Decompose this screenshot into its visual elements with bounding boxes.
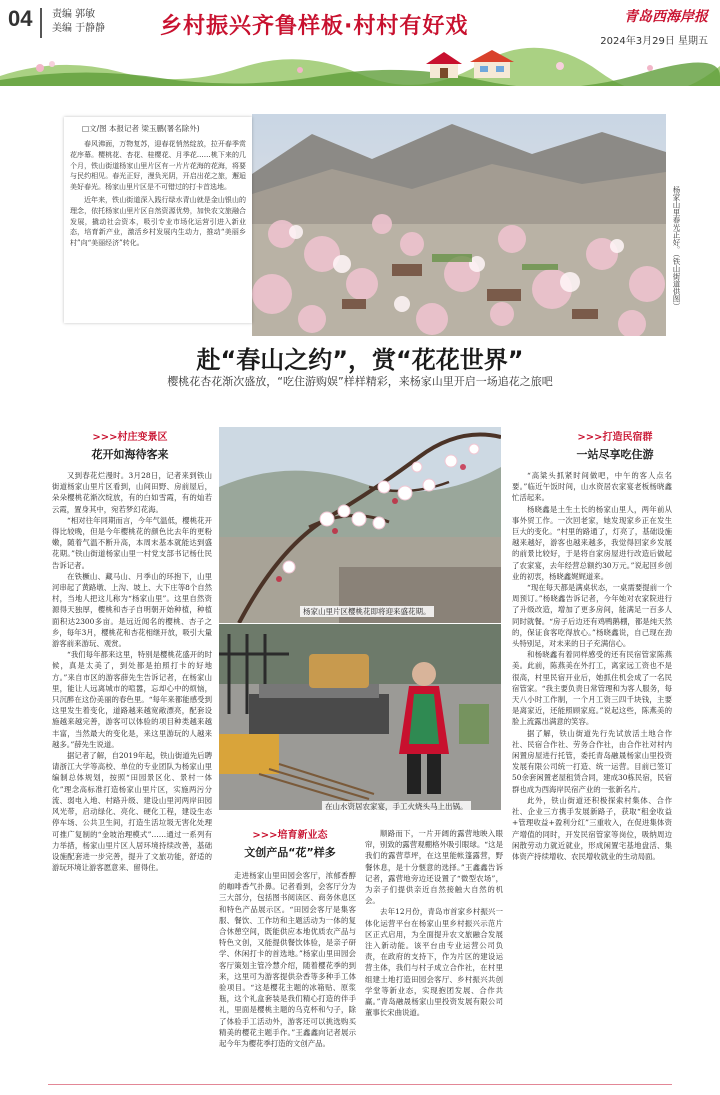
middle-column-text-b <box>365 828 503 1078</box>
cooking-photo-caption: 在山水资居农家宴，手工火烧头马上出锅。 <box>322 801 471 812</box>
article-paragraph: 又到春花烂漫时。3月28日，记者来到铁山街道杨家山里片区看到，山间田野、房前屋后，朵朵樱桃花渐次绽放，有的白如雪霞，有的灿若云霞，置身其中，宛若梦幻花海。 <box>52 471 212 514</box>
article-paragraph: 此外，铁山街道还积极探索村集体、合作社、企业三方携手发展新路子，获取“租金收益+管理收益+盈利分红”三重收入，在促进集体资产增值的同时，开发民宿管家等岗位，吸纳周边闲散劳动力就近就业，形成闲置宅基地盘活、集体资产持续增收、农民增收就业的生动局面。 <box>512 795 672 861</box>
middle-section-title: 文创产品“花”样多 <box>244 846 336 859</box>
paper-date: 2024年3月29日 星期五 <box>600 36 708 47</box>
article-paragraph: 去年12月份，青岛市首家乡村振兴一体化运营平台在杨家山里乡村振兴示范片区正式启用，为全面提升农文旅融合发展注入新动能。该平台由专业运营公司负责，在政府的支持下，作为片区的建设运营主体，我们与村子成立合作社，在村里组建土地打造田园会客厅、乡村振兴共创学堂等新业态，实现抱团发展、合作共赢。”青岛融晟杨家山里投资发展有限公司董事长宋曲说道。 <box>365 907 503 1018</box>
left-section-kicker: >>>村庄变景区 <box>92 432 168 443</box>
page-number: 04 <box>8 6 33 31</box>
article-paragraph: 据记者了解，自2019年起，铁山街道先后聘请浙江大学等高校、单位的专业团队为杨家山里编制总体规划，按照“田园景区化、景村一体化”理念高标准打造杨家山里片区，实施两污分流、弱电入地、村路升级、建设山里河两岸田园风光带，启动绿化、亮化、硬化工程，建设生态停车场、公共卫生间，打造生活垃圾无害化处理可推广复制的“金坡治理模式”……通过一系列有力举措，杨家山里片区人居环境持续改善，基础设施配套进一步完善，提升了文旅功能，舒适的游玩环境让游客愿意来、留得住。 <box>52 751 212 873</box>
article-paragraph: 和杨晓鑫有着同样感受的还有民宿管家陈燕美。此前，陈燕美在外打工，离家远工资也不是很高，村里民宿开业后，她抓住机会成了一名民宿管家。“我主要负责日常管理和为客人服务，每天八小时工作制，一个月工资三四千块钱，主要是离家近，还能照顾家庭。”说起这些，陈燕美的脸上流露出满意的笑容。 <box>512 650 672 727</box>
middle-section-heading <box>230 826 350 860</box>
intro-box <box>64 117 252 323</box>
right-section-title: 一站尽享吃住游 <box>576 448 654 461</box>
cooking-photo <box>219 624 501 810</box>
middle-column-text-a <box>219 870 356 1078</box>
hero-photo-caption: 杨家山里春光正好。（铁山街道供图） <box>672 186 681 310</box>
designer-line: 美编 于静静 <box>52 23 106 34</box>
article-paragraph: “相对往年同期而言，今年气温低，樱桃花开得比较晚，但是今年樱桃花的颜色比去年的更粉嫩，随着气温不断升高，本周末基本就能达到盛花期。”铁山街道杨家山里一村党支部书记杨仕民告诉记者。 <box>52 515 212 570</box>
houses-icon <box>422 50 522 80</box>
hero-photo-mountain-village <box>252 114 666 336</box>
cherry-photo-caption: 杨家山里片区樱桃花即将迎来盛花期。 <box>300 606 434 617</box>
editor-line: 责编 郭敏 <box>52 9 96 20</box>
paper-name: 青岛西海岸报 <box>624 9 708 25</box>
page-number-divider <box>40 8 42 38</box>
right-section-heading <box>540 428 690 462</box>
byline: □文/图 本报记者 梁玉鹏(署名除外) <box>82 124 200 133</box>
left-section-title: 花开如海待客来 <box>91 448 169 461</box>
editor-credits <box>52 8 105 36</box>
article-paragraph: 走进杨家山里田园会客厅，浓郁香醇的咖啡香气扑鼻。记者看到，会客厅分为三大部分，包括图书阅读区、商务休息区和特色产品展示区。“田园会客厅是集客服、餐饮、工作坊和主题活动为一体的复合休憩空间，既能供应本地优质农产品与特色文创，又能提供餐饮体验，是亲子研学、休闲打卡的首选地。”杨家山里田园会客厅策划主管冷慧介绍，随着樱花季的到来，这里可为游客提供杂香等多种手工体验项目。“这是樱花主题的冰箱贴、原浆瓶，这个礼盒套装是我们精心打造的伴手礼，里面是樱桃主题的乌克杯和勺子，除了体验手工活动外，游客还可以挑选购买精美的樱花主题手作。”王鑫鑫向记者展示起今年为樱花季打造的文创产品。 <box>219 871 356 1049</box>
right-column-text <box>512 470 672 1076</box>
intro-paragraph: 春风沸面，万物复苏，迎春花悄然绽放，拉开春季赏花序幕。樱桃花、杏花、桂樱花、月季花……桃下来的几个月，铁山街道杨家山里片区有一片片花海的花海，将要与民约相见。春光正好，漫负光阴，开启出花之旅，邂逅美好春光。杨家山里片区是不可错过的打卡首选地。 <box>70 140 246 192</box>
main-headline: 赴“春山之约”，赏“花花世界” <box>196 346 524 374</box>
section-title: 乡村振兴齐鲁样板·村村有好戏 <box>160 14 469 39</box>
article-paragraph: “高粱头抓紧时间做吧，中午的客人点名要。”临近午饭时间，山水资居农家宴老板杨晓鑫忙活起来。 <box>512 471 672 503</box>
article-paragraph: 顺路而下，一片开阔的露营地映入眼帘，别致的露营观棚格外吸引眼球。“这是我们的露营草坪，在这里能帐篷露营，野餐休息，是十分惬意的选择。”王鑫鑫告诉记者，露营地旁边还设置了“微型农场”，为亲子们提供亲近自然接触大自然的机会。 <box>365 829 503 906</box>
cherry-blossom-photo <box>219 427 501 623</box>
article-paragraph: 杨晓鑫是土生土长的杨家山里人，两年前从事外贸工作。一次回老家，她发现家乡正在发生巨大的变化。“村里的路通了，灯亮了，基础设施越来越好，游客也越来越多，我觉得回家乡发展的前景比较好，于是将自家房屋进行改造后做起了农家宴，去年经营总额约30万元。”说起回乡创业的初衷，杨晓鑫娓娓道来。 <box>512 504 672 581</box>
article-paragraph: “我们每年都来这里，特别是樱桃花盛开的时候，真是太美了，到处都是拍照打卡的好地方。”来自市区的游客薛先生告诉记者，在杨家山里，能让人远离城市的喧嚣，忘却心中的烦恼，只沉醉在这份美丽的春色里。“每年来都能感受到这里发生着变化，道路越来越宽敞漂亮，配套设施越来越完善，游客可以体验的项目种类越来越丰富，当然最大的变化是，来这里游玩的人越来越多。”薛先生说道。 <box>52 650 212 749</box>
left-section-heading <box>50 428 210 462</box>
middle-section-kicker: >>>培育新业态 <box>252 830 328 841</box>
intro-paragraph: 近年来，铁山街道深入践行绿水青山就是金山银山的理念，依托杨家山里片区自然资源优势，加快农文旅融合发展，撬动社会资本，吸引专业市场化运营引进入新业态，培育新产业，激活乡村发展内生动力，推动“美丽乡村”向“美丽经济”转化。 <box>70 195 246 248</box>
right-section-kicker: >>>打造民宿群 <box>577 432 653 443</box>
header-hills-decoration <box>0 46 720 86</box>
article-paragraph: 在铁橛山、藏马山、月季山的环抱下，山里河串起了黄路墩、上沟、坡上、大下庄等8个自然村，当地人把这儿称为“杨家山里”。这里自然资源得天独厚，樱桃和杏子自明朝开始种植，种植面积达2300多亩。是远近闻名的樱桃、杏子之乡，每年3月，樱桃花和杏花相继开放，吸引大量游客前来游玩、观赏。 <box>52 571 212 649</box>
left-column-text <box>52 470 212 1076</box>
footer-divider <box>48 1084 672 1085</box>
article-paragraph: 据了解，铁山街道先行先试放活土地合作社、民宿合作社、劳务合作社，由合作社对村内闲置房屋进行托管，委托青岛融晟杨家山里投资发展有限公司统一打造、统一运营。目前已签订50余套闲置老屋租赁合同，建成30栋民宿，民宿群也成为西海岸民宿产业的一张新名片。 <box>512 728 672 794</box>
article-paragraph: “现在每天都是满桌状态，一桌需要提前一个周预订。”杨晓鑫告诉记者，今年她对农家院进行了升级改造，增加了更多房间，能满足一百多人同时就餐。“房子后边还有鸡鸭鹅棚，都是纯天然的，保证食客吃得放心。”杨晓鑫说，自己现在劲头特别足，对未来的日子充满信心。 <box>512 583 672 649</box>
sub-headline: 樱桃花杏花渐次盛放，“吃住游购娱”样样精彩，来杨家山里开启一场追花之旅吧 <box>167 375 553 388</box>
